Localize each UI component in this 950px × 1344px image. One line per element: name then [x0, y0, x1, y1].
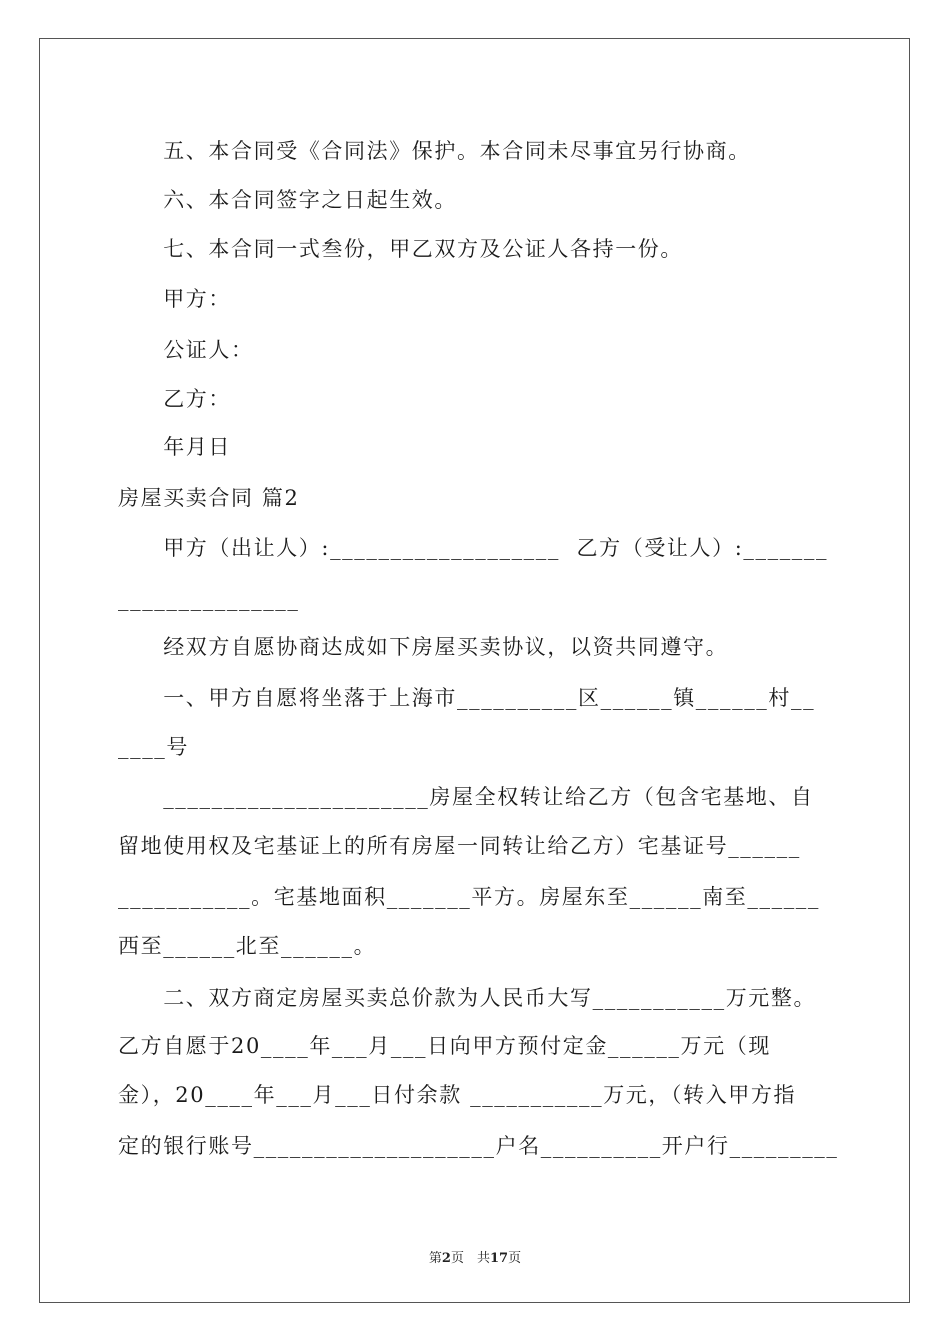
parties-line: 甲方（出让人）:___________________ 乙方（受让人）:_______ — [118, 536, 829, 560]
clause-1-line-4: 留地使用权及宅基证上的所有房屋一同转让给乙方）宅基证号______ — [118, 834, 801, 858]
clause-2-line-1: 二、双方商定房屋买卖总价款为人民币大写___________万元整。 — [118, 986, 817, 1010]
party-a-signature: 甲方： — [118, 287, 231, 311]
page-footer — [0, 1247, 950, 1266]
notary-signature: 公证人： — [118, 338, 254, 362]
clause-6: 六、本合同签字之日起生效。 — [118, 188, 457, 212]
clause-2-line-3: 金），20____年___月___日付余款 ___________万元，（转入甲方指 — [118, 1083, 797, 1107]
clause-5: 五、本合同受《合同法》保护。本合同未尽事宜另行协商。 — [118, 139, 751, 163]
total-prefix: 共 — [476, 1251, 490, 1266]
preamble: 经双方自愿协商达成如下房屋买卖协议，以资共同遵守。 — [118, 635, 729, 659]
clause-1-line-1: 一、甲方自愿将坐落于上海市__________区______镇______村__ — [118, 686, 816, 710]
clause-2-line-2: 乙方自愿于20____年___月___日向甲方预付定金______万元（现 — [118, 1034, 771, 1058]
date-line: 年月日 — [118, 435, 231, 459]
clause-1-line-6: 西至______北至______。 — [118, 934, 377, 958]
clause-7: 七、本合同一式叁份，甲乙双方及公证人各持一份。 — [118, 237, 683, 261]
page-number: 2 — [441, 1251, 451, 1266]
page-border — [39, 38, 910, 1303]
clause-2-line-4: 定的银行账号____________________户名__________开户行_________ — [118, 1134, 839, 1158]
page-suffix: 页 — [450, 1251, 464, 1266]
party-b-signature: 乙方： — [118, 387, 231, 411]
parties-line-cont: _______________ — [118, 587, 300, 611]
clause-1-line-5: ___________。宅基地面积_______平方。房屋东至______南至______ — [118, 885, 820, 909]
section-heading: 房屋买卖合同 篇2 — [118, 486, 300, 510]
total-pages: 17 — [490, 1251, 509, 1266]
page-prefix: 第 — [428, 1251, 442, 1266]
clause-1-line-2: ____号 — [118, 735, 189, 759]
clause-1-line-3: ______________________房屋全权转让给乙方（包含宅基地、自 — [118, 785, 814, 809]
total-suffix: 页 — [508, 1251, 522, 1266]
